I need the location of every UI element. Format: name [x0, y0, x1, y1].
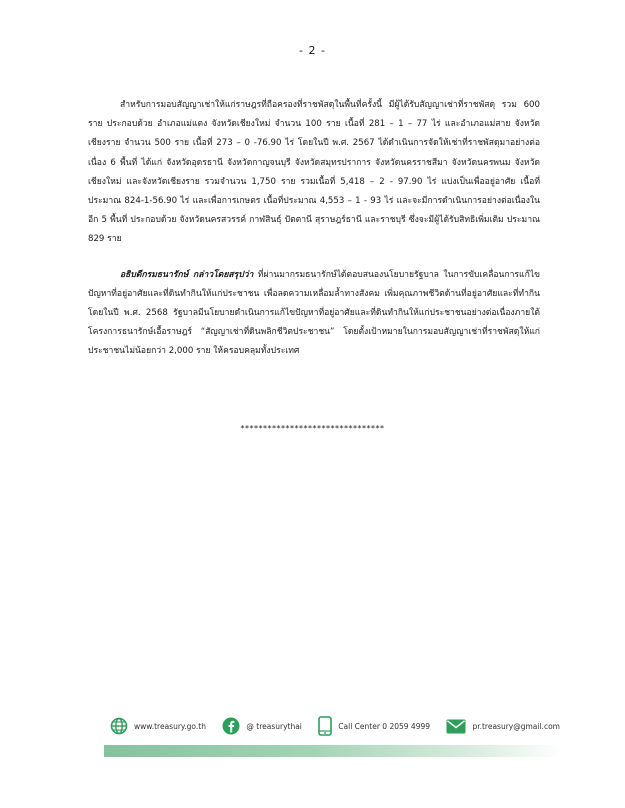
mail-icon — [446, 719, 466, 734]
footer-website[interactable] — [110, 717, 206, 735]
director-body-text: ที่ผ่านมากรมธนารักษ์ได้ตอบสนองนโยบายรัฐบาล ในการขับเคลื่อนการแก้ไขปัญหาที่อยู่อาศัยและที่ดินทำกินให้แก่ประชาชน เพื่อลดความเหลื่อมล้ำทางสังคม เพิ่มคุณภาพชีวิตด้านที่อยู่อาศัยและที่ทำกิน โดยในปี พ.ศ. 2568 รัฐบาลมีนโยบายดำเนินการแก้ไขปัญหาที่อยู่อาศัยและที่ดินทำกินให้แก่ประชาชนอย่างต่อเนื่องภายใต้โครงการธนารักษ์เอื้อราษฎร์ “สัญญาเช่าที่ดินพลิกชีวิตประชาชน” โดยตั้งเป้าหมายในการมอบสัญญาเช่าที่ราชพัสดุให้แก่ประชาชนไม่น้อยกว่า 2,000 ราย ให้ครอบคลุมทั้งประเทศ — [88, 269, 540, 357]
footer-facebook[interactable] — [222, 717, 302, 735]
page-number: - 2 - — [299, 44, 326, 57]
call-center-number: Call Center 0 2059 4999 — [338, 721, 431, 731]
paragraph-lease-summary: สำหรับการมอบสัญญาเช่าให้แก่ราษฎรที่ถือครองที่ราชพัสดุในพื้นที่ครั้งนี้ มีผู้ได้รับสัญญาเช่าที่ราชพัสดุ รวม 600 ราย ประกอบด้วย อำเภอแม่แตง จังหวัดเชียงใหม่ จำนวน 100 ราย เนื้อที่ 281 – 1 – 77 ไร่ และอำเภอแม่สาย จังหวัดเชียงราย จำนวน 500 ราย เนื้อที่ 273 – 0 -76.90 ไร่ โดยในปี พ.ศ. 2567 ได้ดำเนินการจัดให้เช่าที่ราชพัสดุมาอย่างต่อเนื่อง 6 พื้นที่ ได้แก่ จังหวัดอุดรธานี จังหวัดกาญจนบุรี จังหวัดสมุทรปราการ จังหวัดนครราชสีมา จังหวัดนครพนม จังหวัดเชียงใหม่ และจังหวัดเชียงราย รวมจำนวน 1,750 ราย รวมเนื้อที่ 5,418 – 2 - 97.90 ไร่ แบ่งเป็นเพื่ออยู่อาศัย เนื้อที่ประมาณ 824-1-56.90 ไร่ และเพื่อการเกษตร เนื้อที่ประมาณ 4,553 – 1 - 93 ไร่ และจะมีการดำเนินการอย่างต่อเนื่องในอีก 5 พื้นที่ ประกอบด้วย จังหวัดนครสวรรค์ กาฬสินธุ์ ปัตตานี สุราษฎร์ธานี และราชบุรี ซึ่งจะมีผู้ได้รับสิทธิเพิ่มเติม ประมาณ 829 ราย — [88, 100, 540, 245]
email-address: pr.treasury@gmail.com — [472, 721, 560, 731]
director-lead-text: อธิบดีกรมธนารักษ์ กล่าวโดยสรุปว่า — [120, 269, 254, 280]
footer-contact-bar — [110, 713, 560, 739]
footer-call-center[interactable] — [318, 716, 430, 736]
facebook-handle: @ treasurythai — [246, 721, 302, 731]
document-body — [88, 96, 540, 378]
footer-email[interactable] — [446, 719, 560, 734]
phone-icon — [318, 716, 332, 736]
website-link: www.treasury.go.th — [134, 721, 206, 731]
footer-gradient-bar — [104, 745, 563, 757]
globe-icon — [110, 717, 128, 735]
separator-stars: ******************************** — [240, 424, 385, 433]
paragraph-director-summary — [88, 266, 540, 362]
facebook-icon — [222, 717, 240, 735]
